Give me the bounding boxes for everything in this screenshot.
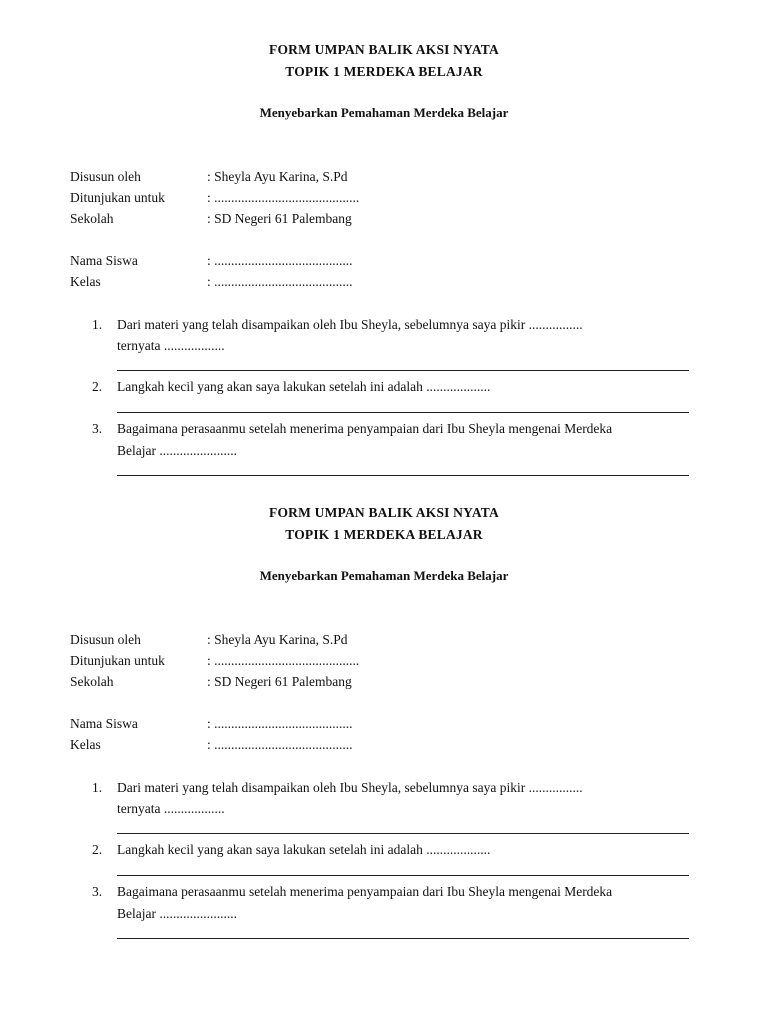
question-text: Dari materi yang telah disampaikan oleh Ibu Sheyla, sebelumnya saya pikir ................ [117,780,583,795]
info-value: : ......................................... [207,716,353,731]
form-title-line1: FORM UMPAN BALIK AKSI NYATA [269,505,499,520]
info-row-recipient [70,190,359,206]
question-number: 3. [92,884,103,899]
info-row-school [70,674,352,690]
info-row-student-name [70,253,353,269]
question-3 [92,884,612,900]
question-text: Dari materi yang telah disampaikan oleh Ibu Sheyla, sebelumnya saya pikir ................ [117,317,583,332]
question-number: 2. [92,842,103,857]
form-subtitle: Menyebarkan Pemahaman Merdeka Belajar [259,105,509,120]
answer-line-1 [117,370,689,371]
question-1-continuation: ternyata .................. [117,801,225,816]
answer-line-3 [117,938,689,939]
question-number: 1. [92,780,103,795]
info-label: Nama Siswa [70,253,138,268]
answer-line-3 [117,475,689,476]
info-label: Sekolah [70,211,114,226]
info-value: : SD Negeri 61 Palembang [207,211,352,226]
question-text: Langkah kecil yang akan saya lakukan setelah ini adalah ................... [117,842,491,857]
form-title-line2: TOPIK 1 MERDEKA BELAJAR [285,527,483,542]
info-row-class [70,274,353,290]
question-3 [92,421,612,437]
info-label: Disusun oleh [70,632,141,647]
info-value: : SD Negeri 61 Palembang [207,674,352,689]
info-value: : Sheyla Ayu Karina, S.Pd [207,169,348,184]
info-label: Kelas [70,274,101,289]
info-row-recipient [70,653,359,669]
info-value: : Sheyla Ayu Karina, S.Pd [207,632,348,647]
question-number: 3. [92,421,103,436]
question-1 [92,780,583,796]
question-1-continuation: ternyata .................. [117,338,225,353]
info-value: : ........................................... [207,653,360,668]
info-row-author [70,169,348,185]
question-2 [92,379,490,395]
info-value: : ......................................... [207,253,353,268]
info-value: : ......................................... [207,737,353,752]
info-label: Ditunjukan untuk [70,653,165,668]
question-text: Bagaimana perasaanmu setelah menerima penyampaian dari Ibu Sheyla mengenai Merdeka [117,421,613,436]
info-label: Kelas [70,737,101,752]
question-text: Bagaimana perasaanmu setelah menerima penyampaian dari Ibu Sheyla mengenai Merdeka [117,884,613,899]
question-number: 1. [92,317,103,332]
question-3-continuation: Belajar ....................... [117,443,237,458]
form-subtitle: Menyebarkan Pemahaman Merdeka Belajar [259,568,509,583]
question-text: Langkah kecil yang akan saya lakukan setelah ini adalah ................... [117,379,491,394]
info-row-student-name [70,716,353,732]
question-number: 2. [92,379,103,394]
info-value: : ......................................... [207,274,353,289]
info-value: : ........................................... [207,190,360,205]
info-label: Ditunjukan untuk [70,190,165,205]
info-row-class [70,737,353,753]
question-2 [92,842,490,858]
info-label: Disusun oleh [70,169,141,184]
info-row-school [70,211,352,227]
form-title-line2: TOPIK 1 MERDEKA BELAJAR [285,64,483,79]
info-label: Nama Siswa [70,716,138,731]
answer-line-2 [117,412,689,413]
question-3-continuation: Belajar ....................... [117,906,237,921]
question-1 [92,317,583,333]
answer-line-1 [117,833,689,834]
info-row-author [70,632,348,648]
answer-line-2 [117,875,689,876]
form-title-line1: FORM UMPAN BALIK AKSI NYATA [269,42,499,57]
info-label: Sekolah [70,674,114,689]
